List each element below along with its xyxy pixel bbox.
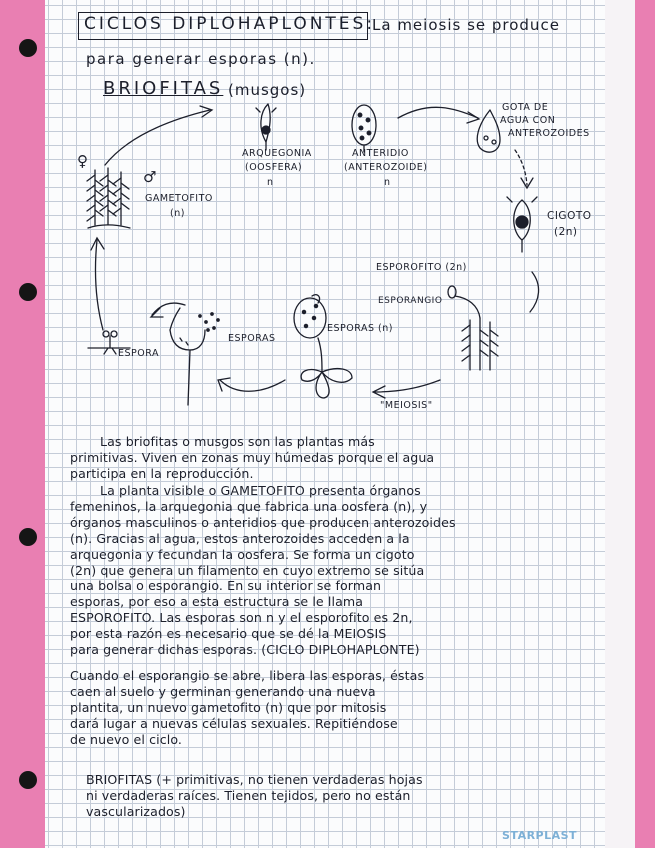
label-esporas: ESPORAS [228, 333, 276, 344]
paragraph-gametofito [70, 483, 456, 658]
label-cigoto: CIGOTO [547, 210, 592, 222]
arrow-cigoto-to-esporofito [530, 272, 539, 312]
text-line: femeninos, la arquegonia que fabrica una oosfera (n), y [70, 498, 428, 514]
page-title: CICLOS DIPLOHAPLONTES: [84, 14, 376, 34]
label-oosfera: (OOSFERA) [245, 162, 303, 173]
page-subtitle-line1: La meiosis se produce [372, 16, 560, 34]
text-line: ESPOROFITO. Las esporas son n y el esporofito es 2n, [70, 610, 413, 626]
text-line: de nuevo el ciclo. [70, 731, 183, 747]
text-line: primitivas. Viven en zonas muy húmedas porque el agua [70, 449, 435, 465]
label-cigoto-ploidy: (2n) [554, 226, 578, 238]
arrow-espora-to-gametofito [95, 240, 103, 330]
paragraph-note [86, 772, 423, 820]
arquegonia-drawing [256, 104, 276, 150]
text-line: dará lugar a nuevas células sexuales. Repitiéndose [70, 715, 398, 731]
page-subtitle-line2: para generar esporas (n). [86, 50, 316, 68]
text-line: caen al suelo y germinan generando una nueva [70, 683, 376, 699]
text-line: para generar dichas esporas. (CICLO DIPLOHAPLONTE) [70, 642, 420, 658]
label-espora: ESPORA [118, 348, 159, 359]
arrowhead [91, 238, 104, 250]
arrow-gota-to-cigoto [515, 150, 527, 185]
cigoto-drawing [507, 197, 537, 252]
esporas-plant-drawing [294, 295, 352, 398]
label-anteridio: ANTERIDIO [352, 148, 409, 159]
section-title: BRIOFITAS [103, 78, 224, 99]
arrow-anteridio-to-gota [398, 107, 478, 118]
text-line: esporas, por eso a esta estructura se le llama [70, 594, 364, 610]
label-ploidy-anteridio: n [384, 177, 391, 188]
anteridio-drawing [352, 105, 376, 152]
notebook-brand-logo: STARPLAST [502, 829, 578, 842]
text-line: (2n) que genera un filamento en cuyo extremo se sitúa [70, 562, 425, 578]
text-line: (n). Gracias al agua, estos anterozoides acceden a la [70, 530, 410, 546]
text-line: arquegonia y fecundan la oosfera. Se forma un cigoto [70, 546, 415, 562]
label-ploidy-arquegonia: n [267, 177, 274, 188]
label-arquegonia: ARQUEGONIA [242, 148, 312, 159]
label-gametofito-ploidy: (n) [170, 208, 185, 219]
paragraph-intro [70, 434, 434, 482]
label-esporas-n: ESPORAS (n) [327, 323, 393, 334]
female-symbol: ♀ [77, 152, 88, 170]
label-esporofito: ESPOROFITO (2n) [376, 262, 467, 273]
gametofito-drawing [87, 168, 130, 228]
text-line: participa en la reproducción. [70, 465, 254, 481]
text-line: BRIOFITAS (+ primitivas, no tienen verdaderas hojas [86, 772, 423, 787]
label-anterozoide: (ANTEROZOIDE) [344, 162, 428, 173]
section-subtitle: (musgos) [228, 81, 307, 99]
text-line: Las briofitas o musgos son las plantas más [100, 434, 375, 449]
arrow-meiosis-to-esporas [220, 380, 285, 391]
label-meiosis: "MEIOSIS" [380, 400, 433, 411]
text-line: plantita, un nuevo gametofito (n) que por mitosis [70, 699, 387, 715]
label-gametofito: GAMETOFITO [145, 193, 213, 204]
gota-drawing [477, 110, 500, 152]
label-gota-line3: ANTEROZOIDES [508, 128, 590, 139]
text-line: vascularizados) [86, 803, 186, 819]
arrowhead [218, 378, 230, 391]
label-gota-line1: GOTA DE [502, 102, 549, 113]
esporas-capsule-drawing [170, 308, 219, 405]
arrow-gametofito-to-organs [105, 110, 210, 165]
text-line: por esta razón es necesario que se dé la MEIOSIS [70, 626, 387, 642]
paragraph-esporangio [70, 668, 424, 748]
text-line: órganos masculinos o anteridios que producen anterozoides [70, 514, 456, 530]
text-line: ni verdaderas raíces. Tienen tejidos, pero no están [86, 787, 411, 803]
text-line: una bolsa o esporangio. En su interior se forman [70, 578, 382, 594]
male-symbol: ♂ [143, 168, 157, 186]
esporofito-drawing [448, 286, 498, 370]
text-line: La planta visible o GAMETOFITO presenta órganos [100, 483, 421, 498]
label-gota-line2: AGUA CON [500, 115, 556, 126]
label-esporangio: ESPORANGIO [378, 296, 443, 306]
text-line: Cuando el esporangio se abre, libera las esporas, éstas [70, 668, 425, 683]
